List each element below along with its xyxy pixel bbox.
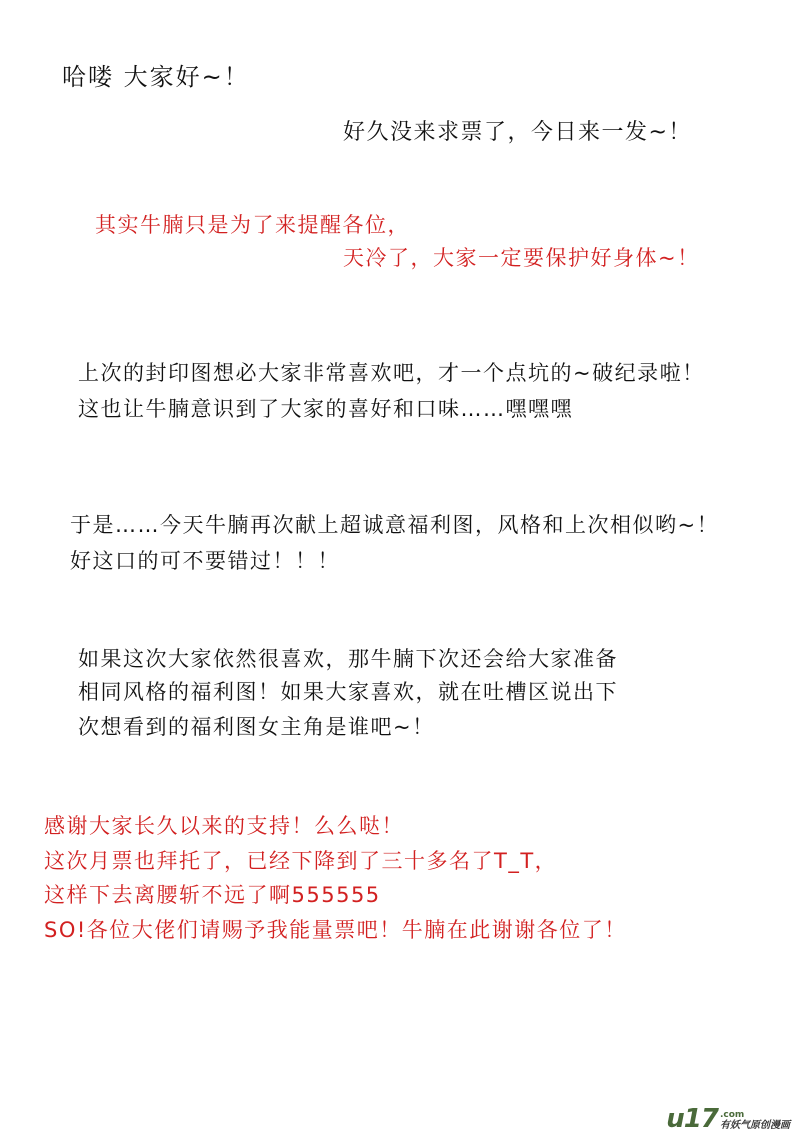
logo-domain: .com (720, 1110, 745, 1120)
reminder-line-1: 其实牛腩只是为了来提醒各位， (95, 213, 410, 237)
thanks-line-4: SO!各位大佬们请赐予我能量票吧！牛腩在此谢谢各位了！ (44, 918, 627, 942)
paragraph1-line-1: 上次的封印图想必大家非常喜欢吧，才一个点坑的~破纪录啦！ (78, 361, 705, 385)
reminder-line-2: 天冷了，大家一定要保护好身体~！ (343, 246, 700, 270)
paragraph3-line-1: 如果这次大家依然很喜欢，那牛腩下次还会给大家准备 (78, 647, 618, 671)
paragraph1-line-2: 这也让牛腩意识到了大家的喜好和口味……嘿嘿嘿 (78, 397, 573, 421)
paragraph3-line-2: 相同风格的福利图！如果大家喜欢，就在吐槽区说出下 (78, 680, 618, 704)
paragraph3-line-3: 次想看到的福利图女主角是谁吧~！ (78, 715, 435, 739)
paragraph2-line-1: 于是……今天牛腩再次献上超诚意福利图，风格和上次相似哟~！ (70, 513, 720, 537)
thanks-line-2: 这次月票也拜托了，已经下降到了三十多名了T_T， (44, 849, 558, 873)
thanks-line-1: 感谢大家长久以来的支持！么么哒！ (44, 814, 404, 838)
logo-side (720, 1110, 790, 1132)
u17-logo (666, 1106, 790, 1132)
logo-mark: u17 (666, 1104, 718, 1134)
greeting-line: 哈喽 大家好~！ (62, 63, 250, 91)
request-line: 好久没来求票了，今日来一发~！ (343, 120, 692, 145)
thanks-line-3: 这样下去离腰斩不远了啊555555 (44, 883, 381, 907)
logo-slogan: 有妖气原创漫画 (720, 1120, 790, 1131)
paragraph2-line-2: 好这口的可不要错过！！！ (70, 549, 340, 573)
